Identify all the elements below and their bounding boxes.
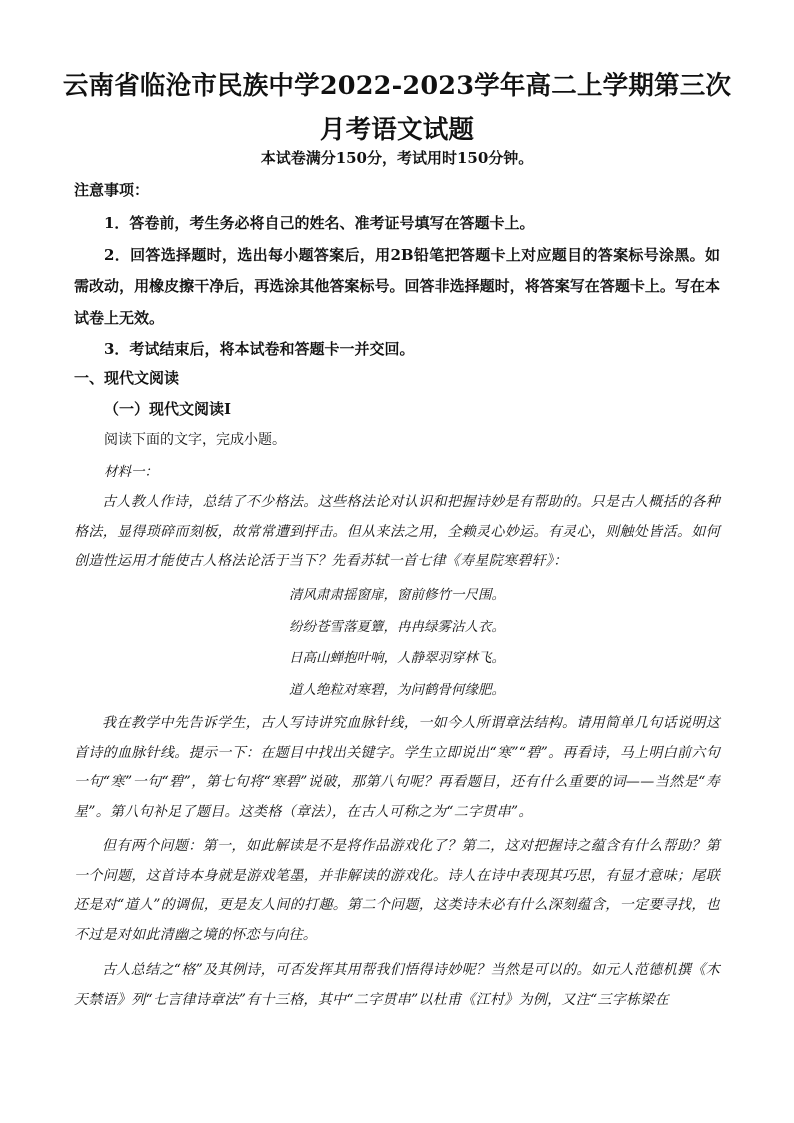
reading-instruction: 阅读下面的文字，完成小题。 — [104, 432, 286, 448]
poem — [0, 580, 794, 706]
notes-list — [74, 208, 720, 366]
note-item: 1．答卷前，考生务必将自己的姓名、准考证号填写在答题卡上。 — [104, 214, 535, 232]
page-title: 云南省临沧市民族中学2022-2023学年高二上学期第三次月考语文试题 — [62, 71, 732, 145]
section-heading: 一、现代文阅读 — [74, 369, 180, 387]
exam-info: 本试卷满分150分，考试用时150分钟。 — [260, 149, 534, 167]
note-item: 3．考试结束后，将本试卷和答题卡一并交回。 — [104, 340, 415, 358]
poem-line: 道人绝粒对寒碧，为问鹤骨何缘肥。 — [289, 681, 505, 698]
paragraph: 古人总结之“格”及其例诗，可否发挥其用帮我们悟得诗妙呢？当然是可以的。如元人范德机撰《木天禁语》列“七言律诗章法”有十三格，其中“二字贯串”以杜甫《江村》为例，又注“三字栋梁在 — [74, 962, 720, 1008]
paragraph: 我在教学中先告诉学生，古人写诗讲究血脉针线，一如今人所谓章法结构。请用简单几句话说明这首诗的血脉针线。提示一下：在题目中找出关键字。学生立即说出“寒”“碧”。再看诗，马上明白前六句一句“寒”一句“碧”，第七句将“寒碧”说破，那第八句呢？再看题目，还有什么重要的词——当然是“寿星”。第八句补足了题目。这类格（章法），在古人可称之为“二字贯串”。 — [74, 715, 720, 820]
poem-line: 纷纷苍雪落夏簟，冉冉绿雾沾人衣。 — [289, 618, 505, 635]
notes-heading: 注意事项： — [74, 181, 150, 199]
paragraph: 古人教人作诗，总结了不少格法。这些格法论对认识和把握诗妙是有帮助的。只是古人概括的各种格法，显得琐碎而刻板，故常常遭到抨击。但从来法之用，全赖灵心妙运。有灵心，则触处皆活。如何创造性运用才能使古人格法论活于当下？先看苏轼一首七律《寿星院寒碧轩》： — [74, 494, 720, 569]
subsection-heading: （一）现代文阅读Ⅰ — [104, 400, 232, 418]
note-item: 2．回答选择题时，选出每小题答案后，用2B铅笔把答题卡上对应题目的答案标号涂黑。如需改动，用橡皮擦干净后，再选涂其他答案标号。回答非选择题时，将答案写在答题卡上。写在本试卷上无效。 — [74, 245, 720, 327]
poem-line: 日高山蝉抱叶响，人静翠羽穿林飞。 — [289, 650, 505, 666]
paragraph: 但有两个问题：第一，如此解读是不是将作品游戏化了？第二，这对把握诗之蕴含有什么帮助？第一个问题，这首诗本身就是游戏笔墨，并非解读的游戏化。诗人在诗中表现其巧思，有显才意味；尾联还是对“道人”的调侃，更是友人间的打趣。第二个问题，这类诗未必有什么深刻蕴含，一定要寻找，也不过是对如此清幽之境的怀恋与向往。 — [74, 838, 720, 943]
poem-line: 清风肃肃摇窗扉，窗前修竹一尺围。 — [289, 587, 505, 603]
material-label: 材料一： — [104, 464, 158, 480]
